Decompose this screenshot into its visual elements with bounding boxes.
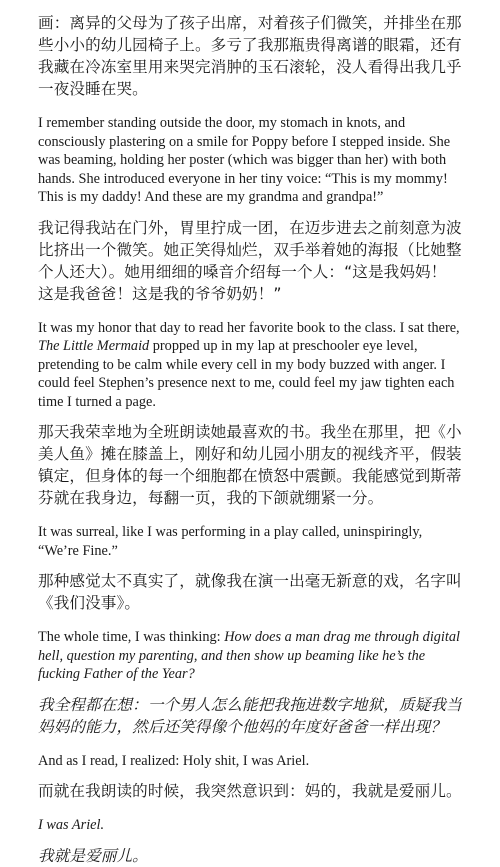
text-segment: propped up in my lap at preschooler eye level, pretending to be calm while every cell in my body buzzed with anger. I could feel Stephen’s presence next to me, could feel my jaw tighten each time I turned a page. [38, 338, 455, 410]
paragraph-zh-7: 我就是爱丽儿。 [38, 846, 148, 865]
paragraph-en-6: I was Ariel. [38, 817, 105, 833]
paragraph-en-5: And as I read, I realized: Holy shit, I was Ariel. [38, 752, 310, 769]
paragraph-zh-1: 画：离异的父母为了孩子出席，对着孩子们微笑，并排坐在那些小小的幼儿园椅子上。多亏了我那瓶贵得离谱的眼霜，还有我藏在冷冻室里用来哭完消肿的玉石滚轮，没人看得出我几乎一夜没睡在哭。 [38, 14, 462, 98]
document-page [38, 12, 462, 867]
paragraph-zh-4: 那种感觉太不真实了，就像我在演一出毫无新意的戏，名字叫《我们没事》。 [38, 572, 462, 612]
paragraph-zh-3: 那天我荣幸地为全班朗读她最喜欢的书。我坐在那里，把《小美人鱼》摊在膝盖上，刚好和幼儿园小朋友的视线齐平，假装镇定，但身体的每一个细胞都在愤怒中震颤。我能感觉到斯蒂芬就在我身边，每翻一页，我的下颌就绷紧一分。 [38, 423, 462, 507]
paragraph-en-2 [38, 319, 462, 412]
text-segment: The whole time, I was thinking: [38, 629, 225, 645]
paragraph-en-3: It was surreal, like I was performing in a play called, uninspiringly, “We’re Fine.” [38, 524, 423, 559]
paragraph-en-4 [38, 628, 462, 684]
paragraph-en-1: I remember standing outside the door, my stomach in knots, and consciously plastering on a smile for Poppy before I stepped inside. She was beaming, holding her poster (which was bigger than her) with both hands. She introduced everyone in her tiny voice: “This is my mommy! This is my daddy! And these are my grandma and grandpa!” [38, 115, 451, 205]
italic-thought: How does a man drag me through digital hell, question my parenting, and then show up beaming like he’s the fucking Father of the Year? [38, 629, 461, 682]
text-segment: It was my honor that day to read her favorite book to the class. I sat there, [38, 319, 460, 336]
paragraph-zh-5: 我全程都在想：一个男人怎么能把我拖进数字地狱，质疑我当妈妈的能力，然后还笑得像个他妈的年度好爸爸一样出现？ [38, 695, 462, 736]
paragraph-zh-2: 我记得我站在门外，胃里拧成一团，在迈步进去之前刻意为波比挤出一个微笑。她正笑得灿烂，双手举着她的海报（比她整个人还大）。她用细细的嗓音介绍每一个人：“这是我妈妈！这是我爸爸！这是我的爷爷奶奶！” [38, 218, 462, 303]
book-title: The Little Mermaid [38, 338, 150, 354]
paragraph-zh-6: 而就在我朗读的时候，我突然意识到：妈的，我就是爱丽儿。 [38, 782, 462, 800]
